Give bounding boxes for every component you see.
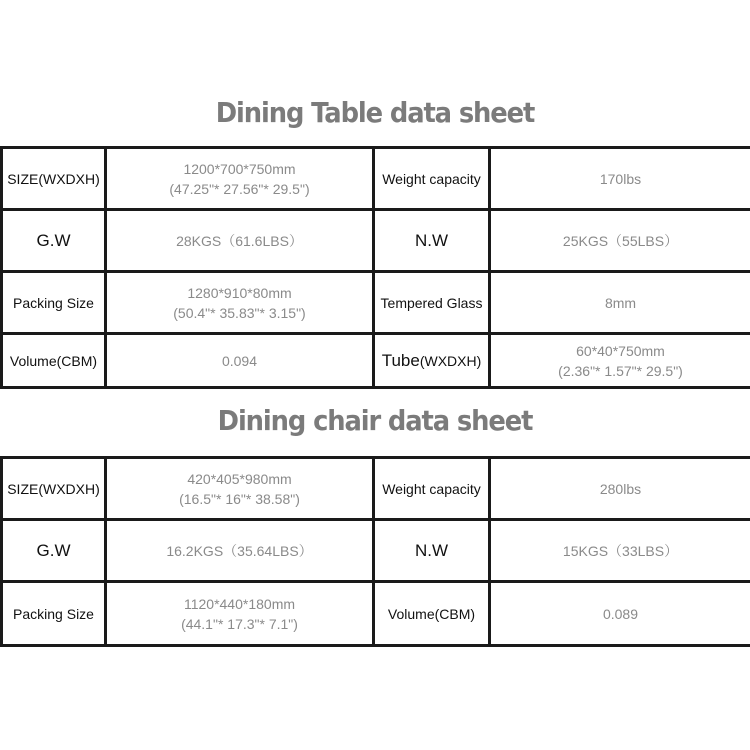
spec-value-line: 60*40*750mm	[576, 342, 665, 359]
spec-label: Volume(CBM)	[2, 334, 106, 388]
spec-value	[106, 148, 374, 210]
spec-label: Volume(CBM)	[374, 582, 490, 646]
spec-value-line: 1120*440*180mm	[183, 595, 296, 612]
table-row	[2, 520, 750, 582]
spec-value-line: 1200*700*750mm	[183, 160, 296, 177]
spec-label: Packing Size	[2, 272, 106, 334]
spec-label: SIZE(WXDXH)	[2, 458, 106, 520]
spec-value-line: (2.36"* 1.57"* 29.5")	[558, 362, 683, 379]
dining-table-title: Dining Table data sheet	[215, 96, 535, 129]
spec-value	[106, 458, 374, 520]
spec-value-line: (44.1"* 17.3"* 7.1")	[181, 615, 298, 632]
spec-value: 25KGS（55LBS）	[490, 210, 750, 272]
spec-value: 15KGS（33LBS）	[490, 520, 750, 582]
table-row	[2, 148, 750, 210]
spec-label	[374, 334, 490, 388]
table-row	[2, 334, 750, 388]
tube-label: Tube	[381, 350, 420, 370]
dining-chair-spec-table	[0, 456, 750, 647]
table-row	[2, 458, 750, 520]
table-row	[2, 582, 750, 646]
spec-value: 0.089	[490, 582, 750, 646]
spec-label: N.W	[374, 520, 490, 582]
spec-value-line: (50.4"* 35.83"* 3.15")	[173, 304, 306, 321]
spec-value: 280lbs	[490, 458, 750, 520]
spec-label: Tempered Glass	[374, 272, 490, 334]
spec-value: 0.094	[106, 334, 374, 388]
spec-label: G.W	[2, 520, 106, 582]
spec-value	[490, 334, 750, 388]
spec-label: Weight capacity	[374, 148, 490, 210]
spec-value	[106, 272, 374, 334]
table-row	[2, 210, 750, 272]
spec-value	[106, 582, 374, 646]
spec-label: N.W	[374, 210, 490, 272]
spec-value-line: (47.25"* 27.56"* 29.5")	[169, 180, 310, 197]
spec-value: 28KGS（61.6LBS）	[106, 210, 374, 272]
spec-value-line: 420*405*980mm	[187, 470, 292, 487]
spec-value: 16.2KGS（35.64LBS）	[106, 520, 374, 582]
spec-label: Packing Size	[2, 582, 106, 646]
spec-label: SIZE(WXDXH)	[2, 148, 106, 210]
spec-label: Weight capacity	[374, 458, 490, 520]
table-row	[2, 272, 750, 334]
tube-label-suffix: (WXDXH)	[419, 352, 482, 369]
spec-value: 170lbs	[490, 148, 750, 210]
spec-value: 8mm	[490, 272, 750, 334]
spec-value-line: (16.5"* 16"* 38.58")	[179, 490, 300, 507]
spec-label: G.W	[2, 210, 106, 272]
spec-value-line: 1280*910*80mm	[187, 284, 292, 301]
dining-table-spec-table	[0, 146, 750, 389]
dining-chair-title: Dining chair data sheet	[217, 404, 533, 437]
